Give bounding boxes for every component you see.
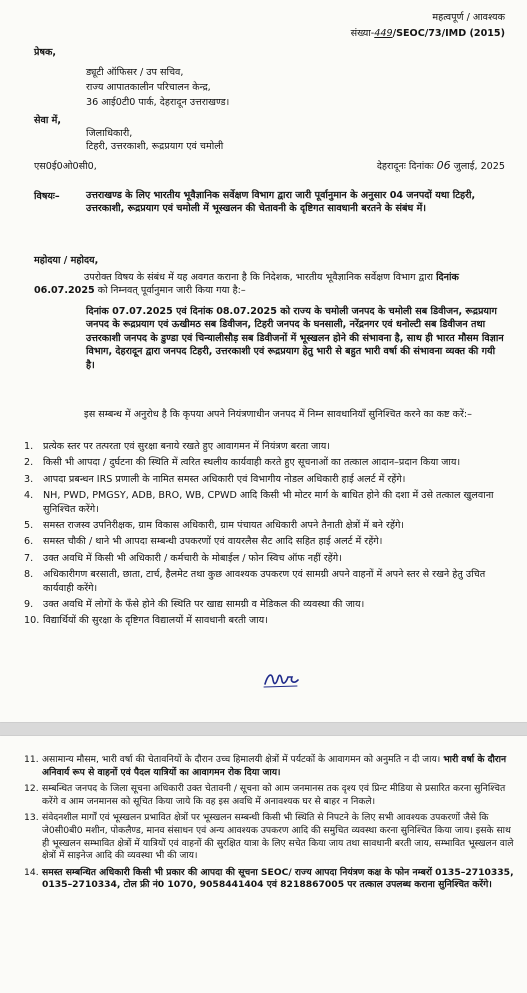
- list-item-text: उक्त अवधि में लोगों के फँसे होने की स्थिति पर खाद्य सामग्री व मेडिकल की व्यवस्था की जाय।: [43, 599, 365, 611]
- date-day: 06: [436, 159, 451, 172]
- list-item-text: उक्त अवधि में किसी भी अधिकारी / कर्मचारी के मोबाईल / फोन स्विच ऑफ नहीं रहेंगे।: [43, 552, 342, 564]
- sender-line-1: ड्यूटी ऑफिसर / उप सचिव,: [86, 67, 184, 78]
- number-value: 449: [374, 28, 393, 39]
- list-item-text: सम्बन्धित जनपद के जिला सूचना अधिकारी उक्त चेतावनी / सूचना को आम जनमानस तक दृश्य एवं प्रिन्ट मीडिया से प्रसारित करना सुनिश्चित करेंगे व आम जनमानस को सूचित किया जाये कि वह इस अवधि में अनावश्यक घर से बाहर न निकले।: [42, 783, 506, 807]
- reference-line: [351, 27, 505, 40]
- list-item: [24, 440, 514, 453]
- list-item: [24, 812, 516, 862]
- list-item: [24, 867, 516, 892]
- list-item-text: समस्त राजस्व उपनिरीक्षक, ग्राम विकास अधिकारी, ग्राम पंचायत अधिकारी अपने तैनाती क्षेत्रों में बने रहेंगे।: [43, 520, 405, 532]
- list-item: [24, 519, 514, 532]
- list-item-number: 6.: [24, 536, 34, 548]
- date-line: [377, 159, 505, 173]
- letter-page-2: [0, 736, 527, 993]
- date-suffix: जुलाई, 2025: [453, 161, 505, 172]
- date-prefix: देहरादूनः दिनांकः: [376, 161, 434, 172]
- salutation: महोदया / महोदय,: [34, 255, 99, 266]
- list-item-bold-text: भारी वर्षा के दौरान अनिवार्य रूप से वाहनों एवं पैदल यात्रियों का आवागमन रोक दिया जाय।: [42, 754, 507, 778]
- list-item: [24, 598, 514, 611]
- list-item-text: NH, PWD, PMGSY, ADB, BRO, WB, CPWD आदि किसी भी मोटर मार्ग के बाधित होने की दशा में उसे तत्काल खुलवाना सुनिश्चित करेंगे।: [43, 490, 494, 515]
- list-item-number: 12.: [24, 783, 39, 795]
- list-item-number: 11.: [24, 754, 39, 765]
- list-item: [24, 473, 514, 486]
- importance-label: महत्वपूर्ण / आवश्यक: [432, 12, 505, 23]
- list-item-number: 7.: [24, 552, 34, 564]
- recipient-line-2: टिहरी, उत्तरकाशी, रूद्रप्रयाग एवं चमोली: [86, 141, 224, 152]
- list-item-number: 4.: [24, 490, 34, 502]
- number-label: संख्या-: [350, 28, 375, 39]
- list-item-text: आपदा प्रबन्धन IRS प्रणाली के नामित समस्त अधिकारी एवं विभागीय नोडल अधिकारी हाई अलर्ट में रहेंगे।: [43, 473, 406, 485]
- list-item-number: 3.: [24, 473, 34, 485]
- forecast-paragraph: दिनांक 07.07.2025 एवं दिनांक 08.07.2025 को राज्य के चमोली जनपद के चमोली सब डिवीजन, रूद्रप्रयाग जनपद के रूद्रप्रयाग एवं ऊखीमठ सब डिवीजन, टिहरी जनपद के घनसाली, नरेंद्रनगर एवं धनोल्टी सब डिवीजन तथा उत्तरकाशी जनपद के डुण्डा एवं चिन्यालीसौड़ सब डिवीजनों में भूस्खलन होने की संभावना है, साथ ही भारत मौसम विज्ञान विभाग, देहरादून द्वारा जनपद टिहरी, उत्तरकाशी एवं रूद्रप्रयाग हेतु भारी से बहुत भारी वर्षा की संभावना व्यक्त की गयी है।: [86, 306, 504, 371]
- reference-code: /SEOC/73/IMD (2015): [392, 28, 505, 39]
- sender-label: प्रेषक,: [34, 47, 57, 58]
- office-ref: एस0ई0ओ0सी0,: [34, 161, 97, 172]
- list-item: [24, 614, 514, 627]
- list-item-number: 10.: [24, 615, 40, 627]
- sender-line-2: राज्य आपातकालीन परिचालन केन्द्र,: [86, 82, 211, 93]
- intro-text-b: को निम्नवत् पूर्वानुमान जारी किया गया है:–: [97, 285, 246, 297]
- list-item-text: किसी भी आपदा / दुर्घटना की स्थिति में त्वरित स्थलीय कार्यवाही करते हुए सूचनाओं का तत्काल आदान–प्रदान किया जाय।: [43, 457, 461, 469]
- list-item: [24, 535, 514, 548]
- recipient-line-1: जिलाधिकारी,: [86, 128, 133, 139]
- subject-text: उत्तराखण्ड के लिए भारतीय भूवैज्ञानिक सर्वेक्षण विभाग द्वारा जारी पूर्वानुमान के अनुसार 04 जनपदों यथा टिहरी, उत्तरकाशी, रूद्रप्रयाग एवं चमोली में भूस्खलन की चेतावनी के दृष्टिगत सावधानी बरतने के संबंध में।: [86, 190, 476, 215]
- subject-label: विषयः–: [34, 191, 60, 202]
- list-item-number: 8.: [24, 569, 34, 581]
- list-item-number: 9.: [24, 599, 34, 611]
- list-item-number: 5.: [24, 520, 34, 532]
- request-paragraph: इस सम्बन्ध में अनुरोध है कि कृपया अपने नियंत्रणाधीन जनपद में निम्न सावधानियाँ सुनिश्चित करने का कष्ट करें:–: [84, 409, 472, 420]
- precautions-list-continued: [24, 754, 516, 896]
- list-item-number: 1.: [24, 441, 34, 452]
- list-item: [24, 489, 514, 516]
- list-item: [24, 568, 514, 595]
- list-item-text: विद्यार्थियों की सुरक्षा के दृष्टिगत विद्यालयों में सावधानी बरती जाय।: [43, 615, 268, 627]
- list-item-number: 14.: [24, 866, 39, 878]
- intro-paragraph: [34, 271, 508, 298]
- intro-date: दिनांक 06.07.2025: [34, 272, 459, 297]
- signature-mark: [262, 668, 302, 690]
- intro-text-a: उपरोक्त विषय के संबंध में यह अवगत कराना है कि निदेशक, भारतीय भूवैज्ञानिक सर्वेक्षण विभाग द्वारा: [84, 272, 433, 283]
- list-item-text: संवेदनशील मार्गों एवं भूस्खलन प्रभावित क्षेत्रों पर भूस्खलन सम्बन्धी किसी भी स्थिति से निपटने के लिए सभी आवश्यक उपकरणों जैसे कि जे0सी0बी0 मशीन, पोकलैण्ड, मानव संसाधन एवं अन्य आवश्यक उपकरण आदि की समुचित व्यवस्था करना सुनिश्चित किया जाय। इसके साथ ही भूस्खलन सम्भावित क्षेत्रों में यात्रियों एवं वाहनों की सुरक्षित यात्रा के लिए सचेत किया जाय तथा सावधानी बरती जाय, सम्भावित भूस्खलन वाले क्षेत्रों में साइनेज आदि की व्यवस्था भी की जाय।: [42, 812, 514, 862]
- list-item-bold-text: समस्त सम्बन्धित अधिकारी किसी भी प्रकार की आपदा की सूचना SEOC/ राज्य आपदा नियंत्रण कक्ष के फोन नम्बरों 0135–2710335, 0135–2710334, टोल फ्री नं0 1070, 9058441404 एवं 8218867005 पर तत्काल उपलब्ध कराना सुनिश्चित करेंगे।: [42, 866, 514, 891]
- list-item: [24, 552, 514, 565]
- sender-line-3: 36 आई0टी0 पार्क, देहरादून उत्तराखण्ड।: [86, 97, 230, 108]
- list-item-number: 2.: [24, 457, 34, 469]
- list-item: [24, 456, 514, 469]
- list-item-text: असामान्य मौसम, भारी वर्षा की चेतावनियों के दौरान उच्च हिमालयी क्षेत्रों में पर्यटकों के आवागमन को अनुमति न दी जाय।: [42, 754, 441, 765]
- list-item-text: समस्त चौकी / थाने भी आपदा सम्बन्धी उपकरणों एवं वायरलैस सैट आदि सहित हाई अलर्ट में रहेंगे।: [43, 536, 383, 548]
- precautions-list: [24, 440, 514, 631]
- recipient-label: सेवा में,: [34, 115, 62, 126]
- list-item-text: अधिकारीगण बरसाती, छाता, टार्च, हैलमेट तथा कुछ आवश्यक उपकरण एवं सामग्री अपने वाहनों में अपने स्तर से रखने हेतु उचित कार्यवाही करेंगे।: [43, 569, 486, 594]
- list-item: [24, 783, 516, 808]
- list-item-text: प्रत्येक स्तर पर तत्परता एवं सुरक्षा बनाये रखते हुए आवागमन में नियंत्रण बरता जाय।: [43, 441, 330, 452]
- list-item: [24, 754, 516, 779]
- list-item-number: 13.: [24, 812, 39, 824]
